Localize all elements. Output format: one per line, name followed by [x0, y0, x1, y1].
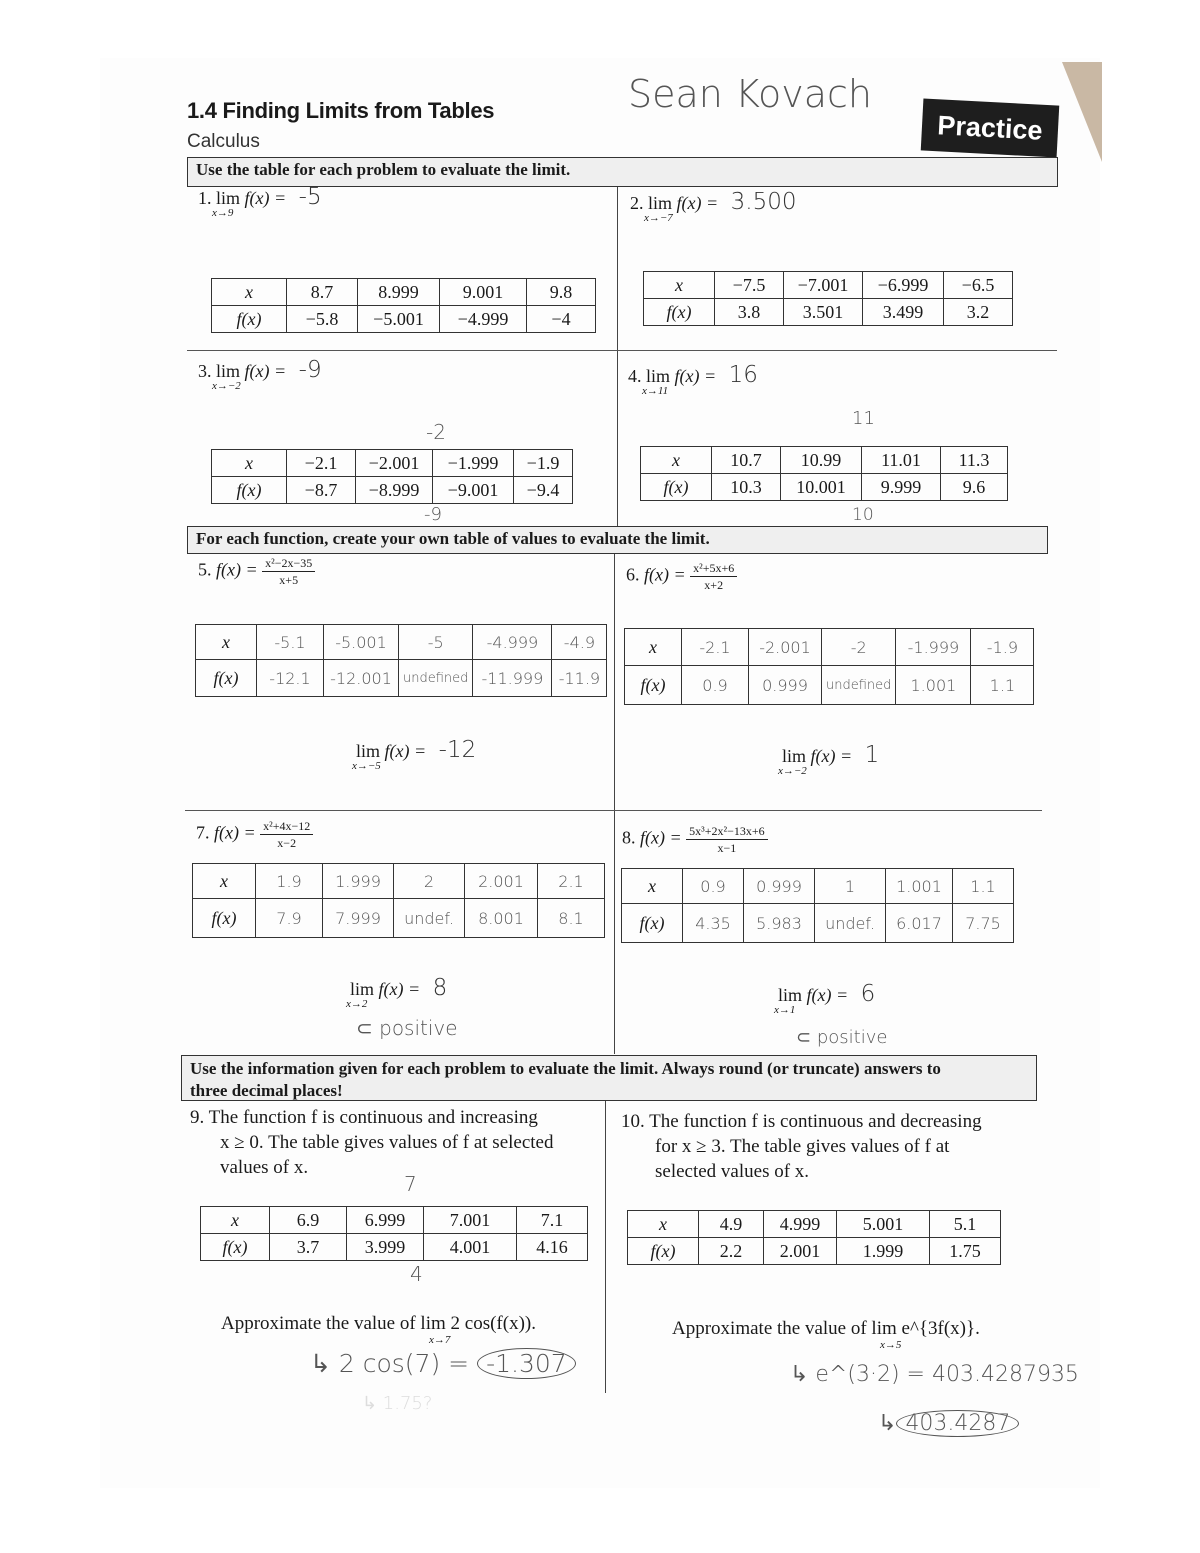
problem-text: The function f is continuous and decreasing	[649, 1111, 982, 1132]
subject-label: Calculus	[187, 131, 260, 152]
problem-text: x ≥ 0. The table gives values of f at selected	[220, 1132, 554, 1153]
x-cell: -2	[822, 629, 896, 666]
handwritten-answer: 6	[860, 981, 876, 1007]
limit-subscript: x→1	[774, 1004, 796, 1016]
fx-cell: 1.001	[896, 666, 971, 705]
x-cell: 5.1	[930, 1211, 1001, 1238]
x-cell: −6.5	[944, 272, 1013, 299]
limit-subscript: x→−7	[644, 212, 673, 224]
limit-7	[346, 975, 448, 1010]
handwritten-answer: ↳ 403.4287	[878, 1411, 1019, 1436]
limit-subscript: x→2	[346, 998, 368, 1010]
table-problem-1	[211, 278, 596, 333]
x-cell: −7.5	[715, 272, 784, 299]
fx-cell: −4	[527, 306, 596, 333]
problem-number: 8.	[622, 827, 636, 848]
x-cell: -2.001	[749, 629, 822, 666]
x-cell: 11.3	[941, 447, 1008, 474]
section-header-2: For each function, create your own table of values to evaluate the limit.	[187, 526, 1048, 554]
handwritten-answer: 3.500	[730, 189, 797, 215]
fx-cell: −8.999	[356, 477, 433, 504]
problem-5	[198, 555, 315, 588]
x-cell: 6.9	[270, 1207, 347, 1234]
fx-header: f(x)	[196, 660, 257, 697]
fx-cell: 1.999	[837, 1238, 930, 1265]
x-cell: 10.7	[712, 447, 781, 474]
x-cell: 5.001	[837, 1211, 930, 1238]
fx-cell: 0.999	[749, 666, 822, 705]
fx-equals: f(x) =	[810, 746, 853, 766]
denominator: x−1	[717, 841, 737, 855]
faded-writing: ↳ 1.75?	[362, 1393, 433, 1414]
handwritten-note: 7	[404, 1172, 417, 1196]
fx-cell: 2.2	[699, 1238, 764, 1265]
fx-cell: 5.983	[744, 904, 815, 943]
fx-cell: 4.35	[683, 904, 744, 943]
work-text: ↳ 2 cos(7) =	[310, 1349, 470, 1378]
circled-answer: 403.4287	[896, 1410, 1019, 1437]
lim-word: lim	[648, 193, 673, 213]
handwritten-answer: -12	[438, 737, 477, 763]
fx-cell: −5.8	[287, 306, 358, 333]
x-cell: 9.8	[527, 279, 596, 306]
fx-cell: 6.017	[886, 904, 953, 943]
circled-answer: -1.307	[477, 1348, 576, 1379]
handwritten-answer: 8	[432, 975, 448, 1001]
handwritten-note: 10	[852, 505, 874, 525]
fx-equals: f(x) =	[244, 361, 287, 381]
x-header: x	[212, 279, 287, 306]
row-divider	[187, 350, 1057, 351]
limit-subscript: x→−2	[778, 765, 807, 777]
table-problem-8	[621, 868, 1014, 943]
x-header: x	[644, 272, 715, 299]
section-header-1: Use the table for each problem to evaluate the limit.	[187, 157, 1058, 187]
section-3-line-1: Use the information given for each problem to evaluate the limit. Always round (or truncate) answers to	[190, 1059, 941, 1078]
x-cell: 1.9	[256, 864, 323, 899]
fx-cell: −8.7	[287, 477, 356, 504]
table-problem-5	[195, 624, 607, 697]
column-divider	[617, 187, 618, 529]
section-header-3	[181, 1055, 1037, 1101]
fx-cell: −4.999	[440, 306, 527, 333]
x-cell: 0.9	[683, 869, 744, 904]
fx-cell: 8.1	[538, 899, 605, 938]
handwritten-work: ↳ e^(3·2) = 403.4287935	[790, 1362, 1079, 1387]
fx-cell: 3.499	[863, 299, 944, 326]
fx-cell: -11.999	[473, 660, 552, 697]
fx-cell: -11.9	[552, 660, 607, 697]
x-cell: -2.1	[682, 629, 749, 666]
x-cell: −7.001	[784, 272, 863, 299]
function-label: f(x) =	[640, 827, 682, 848]
x-cell: 4.9	[699, 1211, 764, 1238]
x-cell: 10.99	[781, 447, 862, 474]
limit-subscript: x→−2	[212, 380, 241, 392]
column-divider	[614, 554, 615, 1054]
x-cell: 6.999	[347, 1207, 424, 1234]
table-problem-9	[200, 1206, 588, 1261]
problem-8	[622, 823, 768, 856]
limit-subscript: x→−5	[352, 760, 381, 772]
page-corner-shadow	[1062, 62, 1102, 162]
problem-7	[196, 818, 313, 851]
fx-cell: 1.1	[971, 666, 1034, 705]
problem-number: 5.	[198, 559, 212, 580]
problem-9-question: Approximate the value of lim 2 cos(f(x)).	[221, 1313, 536, 1334]
lim-word: lim	[216, 361, 241, 381]
table-problem-2	[643, 271, 1013, 326]
limit-subscript: x→7	[429, 1334, 451, 1346]
problem-number: 7.	[196, 822, 210, 843]
fx-equals: f(x) =	[384, 741, 427, 761]
fx-cell: undefined	[399, 660, 473, 697]
section-3-line-2: three decimal places!	[190, 1081, 343, 1100]
x-cell: -4.999	[473, 625, 552, 660]
handwritten-note: ⊂ positive	[796, 1027, 888, 1048]
lim-word: lim	[356, 741, 381, 761]
handwritten-answer: 1	[864, 742, 880, 768]
x-cell: 1.1	[953, 869, 1014, 904]
fx-cell: 3.501	[784, 299, 863, 326]
problem-number: 9.	[190, 1107, 205, 1128]
x-cell: -5	[399, 625, 473, 660]
fx-cell: 0.9	[682, 666, 749, 705]
problem-text: values of x.	[220, 1157, 309, 1178]
x-header: x	[622, 869, 683, 904]
x-cell: −1.999	[433, 450, 514, 477]
fx-header: f(x)	[625, 666, 682, 705]
function-label: f(x) =	[644, 564, 686, 585]
handwritten-note: 4	[410, 1262, 423, 1286]
x-header: x	[201, 1207, 270, 1234]
x-cell: 1	[815, 869, 886, 904]
fx-cell: undef.	[815, 904, 886, 943]
fx-cell: -12.001	[324, 660, 399, 697]
problem-number: 6.	[626, 564, 640, 585]
x-cell: 1.999	[323, 864, 394, 899]
fx-header: f(x)	[641, 474, 712, 501]
x-cell: -1.9	[971, 629, 1034, 666]
problem-10-question: Approximate the value of lim e^{3f(x)}.	[672, 1318, 980, 1339]
x-cell: −2.1	[287, 450, 356, 477]
table-problem-10	[627, 1210, 1001, 1265]
fx-cell: 9.6	[941, 474, 1008, 501]
x-cell: −6.999	[863, 272, 944, 299]
fx-cell: 3.8	[715, 299, 784, 326]
fx-cell: 3.999	[347, 1234, 424, 1261]
fx-header: f(x)	[628, 1238, 699, 1265]
x-cell: 2.001	[465, 864, 538, 899]
problem-number: 4.	[628, 366, 642, 386]
limit-subscript: x→5	[880, 1339, 902, 1351]
fx-cell: 4.001	[424, 1234, 517, 1261]
denominator: x+2	[704, 578, 724, 592]
problem-6	[626, 560, 737, 593]
x-cell: 9.001	[440, 279, 527, 306]
function-fraction	[690, 560, 737, 593]
problem-3	[198, 357, 322, 392]
fx-cell: −5.001	[358, 306, 440, 333]
problem-4	[628, 362, 758, 397]
x-header: x	[212, 450, 287, 477]
handwritten-note: ⊂ positive	[356, 1016, 458, 1040]
fx-cell: −9.4	[514, 477, 573, 504]
problem-10-text	[621, 1109, 982, 1184]
problem-number: 2.	[630, 193, 644, 213]
table-problem-4	[640, 446, 1008, 501]
handwritten-answer: -5	[298, 184, 322, 210]
function-fraction	[686, 823, 768, 856]
handwritten-work	[310, 1349, 576, 1378]
x-cell: 1.001	[886, 869, 953, 904]
x-cell: −2.001	[356, 450, 433, 477]
numerator: 5x³+2x²−13x+6	[686, 823, 768, 840]
table-problem-7	[192, 863, 605, 938]
fx-equals: f(x) =	[674, 366, 717, 386]
fx-equals: f(x) =	[806, 985, 849, 1005]
numerator: x²−2x−35	[262, 555, 315, 572]
problem-number: 1.	[198, 188, 212, 208]
table-problem-3	[211, 449, 573, 504]
handwritten-answer: 16	[728, 362, 758, 388]
x-header: x	[196, 625, 257, 660]
lim-word: lim	[778, 985, 803, 1005]
fx-header: f(x)	[622, 904, 683, 943]
student-name: Sean Kovach	[628, 72, 872, 116]
x-cell: -4.9	[552, 625, 607, 660]
x-cell: 4.999	[764, 1211, 837, 1238]
function-label: f(x) =	[216, 559, 258, 580]
fx-header: f(x)	[201, 1234, 270, 1261]
fx-cell: 7.75	[953, 904, 1014, 943]
limit-subscript: x→9	[212, 207, 234, 219]
note-text: positive	[379, 1016, 458, 1040]
fx-cell: 7.999	[323, 899, 394, 938]
x-cell: 7.001	[424, 1207, 517, 1234]
fx-header: f(x)	[212, 306, 287, 333]
x-header: x	[628, 1211, 699, 1238]
x-cell: -5.001	[324, 625, 399, 660]
function-label: f(x) =	[214, 822, 256, 843]
numerator: x²+4x−12	[260, 818, 313, 835]
fx-cell: 10.001	[781, 474, 862, 501]
fx-cell: 7.9	[256, 899, 323, 938]
x-cell: −1.9	[514, 450, 573, 477]
problem-9-text	[190, 1105, 554, 1180]
limit-6	[778, 742, 880, 777]
limit-8	[774, 981, 876, 1016]
fx-cell: 2.001	[764, 1238, 837, 1265]
limit-5	[352, 737, 477, 772]
x-header: x	[193, 864, 256, 899]
handwritten-note: -9	[424, 504, 442, 525]
fx-cell: undefined	[822, 666, 896, 705]
fx-header: f(x)	[212, 477, 287, 504]
handwritten-answer: -9	[298, 357, 322, 383]
denominator: x+5	[279, 573, 299, 587]
fx-cell: 3.7	[270, 1234, 347, 1261]
x-cell: 8.999	[358, 279, 440, 306]
lim-word: lim	[782, 746, 807, 766]
note-text: positive	[816, 1027, 888, 1048]
function-fraction	[262, 555, 315, 588]
lim-word: lim	[216, 188, 241, 208]
x-cell: 11.01	[862, 447, 941, 474]
table-problem-6	[624, 628, 1034, 705]
practice-badge: Practice	[921, 98, 1060, 157]
x-cell: 8.7	[287, 279, 358, 306]
limit-subscript: x→11	[642, 385, 669, 397]
x-cell: 7.1	[517, 1207, 588, 1234]
problem-number: 10.	[621, 1111, 645, 1132]
x-cell: 2	[394, 864, 465, 899]
lim-word: lim	[350, 979, 375, 999]
fx-cell: undef.	[394, 899, 465, 938]
fx-equals: f(x) =	[378, 979, 421, 999]
fx-cell: 8.001	[465, 899, 538, 938]
row-divider	[185, 810, 1042, 811]
problem-2	[630, 189, 797, 224]
problem-number: 3.	[198, 361, 212, 381]
fx-cell: 10.3	[712, 474, 781, 501]
handwritten-note: -2	[426, 420, 446, 444]
fx-cell: 1.75	[930, 1238, 1001, 1265]
lim-word: lim	[646, 366, 671, 386]
x-cell: -1.999	[896, 629, 971, 666]
x-header: x	[625, 629, 682, 666]
worksheet-title: 1.4 Finding Limits from Tables	[187, 98, 495, 123]
fx-cell: 9.999	[862, 474, 941, 501]
fx-cell: -12.1	[257, 660, 324, 697]
problem-1	[198, 184, 322, 219]
fx-cell: −9.001	[433, 477, 514, 504]
function-fraction	[260, 818, 313, 851]
column-divider	[605, 1101, 606, 1393]
denominator: x−2	[277, 836, 297, 850]
problem-text: The function f is continuous and increasing	[208, 1107, 538, 1128]
numerator: x²+5x+6	[690, 560, 737, 577]
fx-equals: f(x) =	[676, 193, 719, 213]
fx-header: f(x)	[644, 299, 715, 326]
handwritten-note: 11	[852, 408, 875, 429]
problem-text: for x ≥ 3. The table gives values of f at	[655, 1136, 950, 1157]
fx-cell: 4.16	[517, 1234, 588, 1261]
fx-cell: 3.2	[944, 299, 1013, 326]
x-cell: 2.1	[538, 864, 605, 899]
fx-equals: f(x) =	[244, 188, 287, 208]
x-cell: -5.1	[257, 625, 324, 660]
fx-header: f(x)	[193, 899, 256, 938]
problem-text: selected values of x.	[655, 1161, 810, 1182]
x-cell: 0.999	[744, 869, 815, 904]
x-header: x	[641, 447, 712, 474]
